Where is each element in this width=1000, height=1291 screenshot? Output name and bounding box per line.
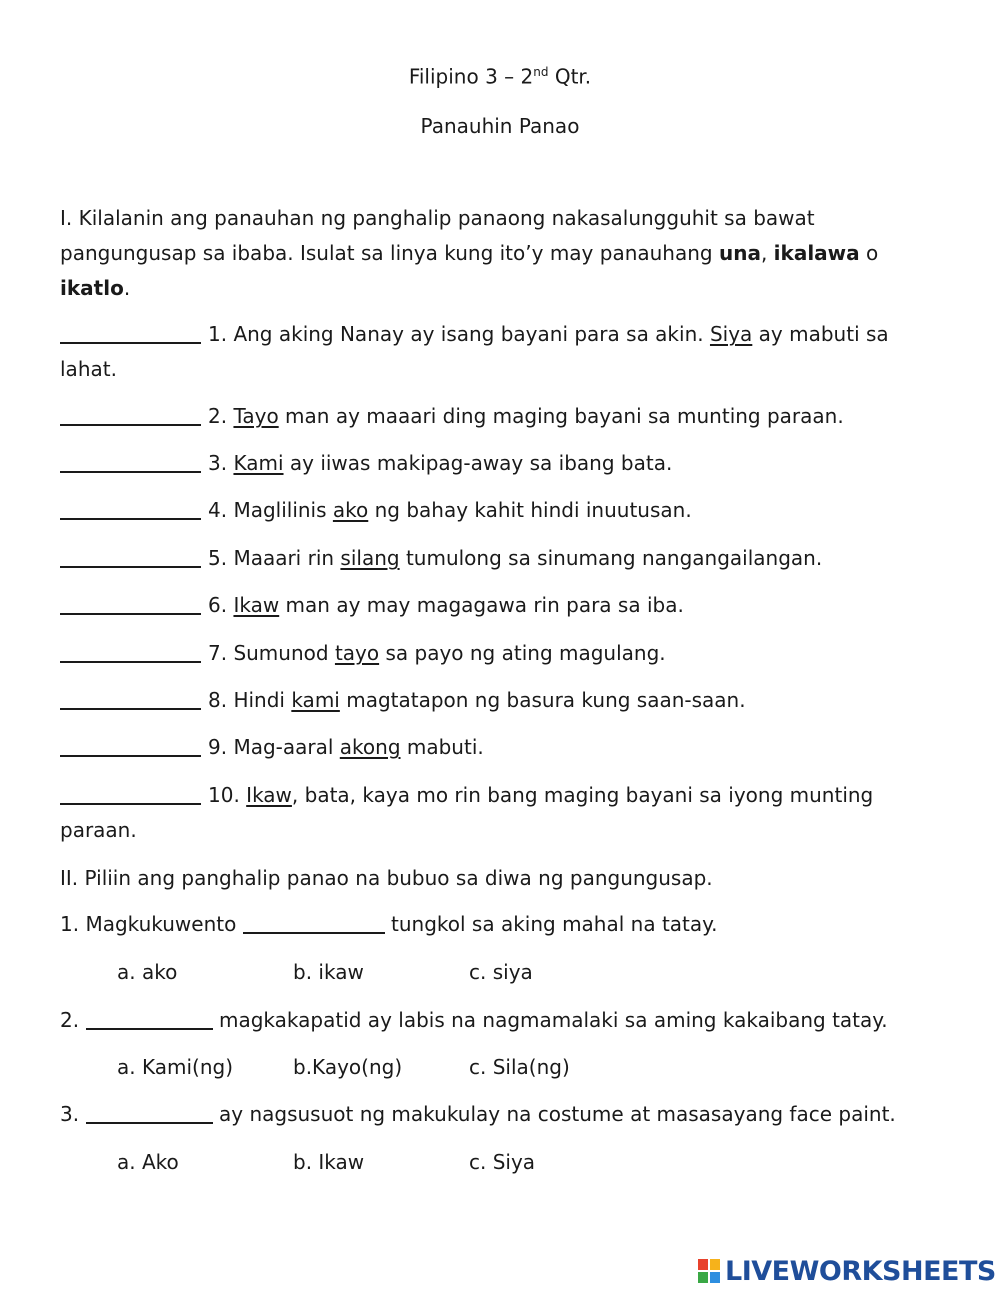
choice-c[interactable]: c. Siya [469,1150,536,1174]
choice-a[interactable]: a. Kami(ng) [117,1055,234,1079]
question-1-rest: tungkol sa aking mahal na tatay. [391,912,718,936]
item-sentence: 7. Sumunod tayo sa payo ng ating magulang. [208,641,666,665]
choice-c[interactable]: c. Sila(ng) [469,1055,570,1079]
underlined-pronoun: Ikaw [233,593,280,617]
question-2-rest: magkakapatid ay labis na nagmamalaki sa aming kakaibang tatay. [219,1008,888,1032]
item-sentence: 5. Maaari rin silang tumulong sa sinumang nangangailangan. [208,546,823,570]
item-sentence-continuation: paraan. [60,818,137,842]
underlined-pronoun: ako [332,498,369,522]
underlined-pronoun: kami [291,688,340,712]
item-sentence-continuation: lahat. [60,357,117,381]
underlined-pronoun: silang [340,546,400,570]
item-sentence: 6. Ikaw man ay may magagawa rin para sa iba. [208,593,684,617]
choice-b[interactable]: b.Kayo(ng) [293,1055,403,1079]
part1-instruction-line1: I. Kilalanin ang panauhan ng panghalip panaong nakasalungguhit sa bawat [60,206,815,230]
underlined-pronoun: Ikaw [246,783,292,807]
underlined-pronoun: Kami [233,451,284,475]
liveworksheets-logo [698,1256,996,1287]
answer-blank[interactable] [243,932,385,934]
worksheet-title: Filipino 3 – 2nd Qtr. [408,64,592,89]
liveworksheets-brand: LIVEWORKSHEETS [725,1256,996,1287]
liveworksheets-logo-icon [698,1259,722,1285]
choice-a[interactable]: a. Ako [117,1150,179,1174]
answer-blank[interactable] [60,424,201,426]
choice-b[interactable]: b. Ikaw [293,1150,365,1174]
underlined-pronoun: akong [339,735,401,759]
answer-blank[interactable] [60,661,201,663]
part1-instruction-line2: pangungusap sa ibaba. Isulat sa linya kung ito’y may panauhang una, ikalawa o [60,241,879,265]
question-1: 1. Magkukuwento [60,912,237,936]
worksheet-subtitle: Panauhin Panao [420,114,580,138]
question-3-rest: ay nagsusuot ng makukulay na costume at masasayang face paint. [219,1102,896,1126]
underlined-pronoun: tayo [334,641,380,665]
item-sentence: 1. Ang aking Nanay ay isang bayani para sa akin. Siya ay mabuti sa [208,322,889,346]
answer-blank[interactable] [60,755,201,757]
item-sentence: 2. Tayo man ay maaari ding maging bayani sa munting paraan. [208,404,844,428]
item-sentence: 9. Mag-aaral akong mabuti. [208,735,484,759]
answer-blank[interactable] [60,566,201,568]
underlined-pronoun: Siya [709,322,753,346]
item-sentence: 3. Kami ay iiwas makipag-away sa ibang bata. [208,451,673,475]
underlined-pronoun: Tayo [233,404,279,428]
item-sentence: 4. Maglilinis ako ng bahay kahit hindi inuutusan. [208,498,692,522]
item-sentence: 10. Ikaw, bata, kaya mo rin bang maging bayani sa iyong munting [208,783,874,807]
choice-c[interactable]: c. siya [469,960,533,984]
question-2: 2. [60,1008,80,1032]
answer-blank[interactable] [86,1028,213,1030]
item-sentence: 8. Hindi kami magtatapon ng basura kung saan-saan. [208,688,746,712]
answer-blank[interactable] [86,1122,213,1124]
answer-blank[interactable] [60,342,201,344]
answer-blank[interactable] [60,803,201,805]
answer-blank[interactable] [60,518,201,520]
part2-instruction: II. Piliin ang panghalip panao na bubuo sa diwa ng pangungusap. [60,866,713,890]
part1-instruction-line3: ikatlo. [60,276,131,300]
answer-blank[interactable] [60,471,201,473]
question-3: 3. [60,1102,80,1126]
choice-b[interactable]: b. ikaw [293,960,364,984]
answer-blank[interactable] [60,613,201,615]
answer-blank[interactable] [60,708,201,710]
choice-a[interactable]: a. ako [117,960,178,984]
